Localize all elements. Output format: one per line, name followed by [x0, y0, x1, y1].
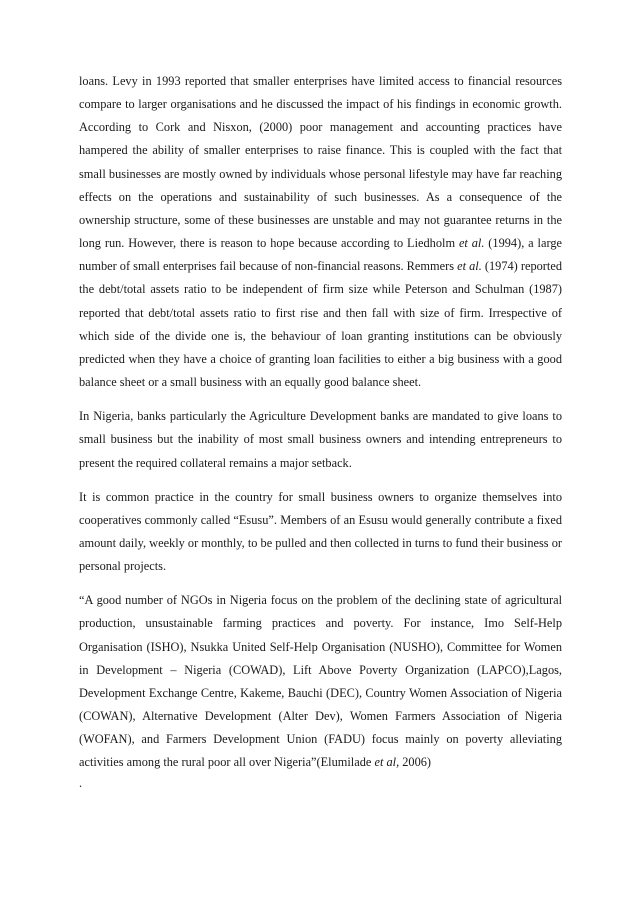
paragraph-esusu	[79, 486, 562, 579]
paragraph-ngos-quote	[79, 589, 562, 774]
text-run: “A good number of NGOs in Nigeria focus on the problem of the declining state of agricultural production, unsustainable farming practices and poverty. For instance, Imo Self-Help Organisation (ISHO), Nsukka United Self-Help Organisation (NUSHO), Committee for Women in Development – Nigeria (COWAD), Lift Above Poverty Organization (LAPCO),Lagos, Development Exchange Centre, Kakeme, Bauchi (DEC), Country Women Association of Nigeria (COWAN), Alternative Development (Alter Dev), Women Farmers Association of Nigeria (WOFAN), and Farmers Development Union (FADU) focus mainly on poverty alleviating activities among the rural poor all over Nigeria”(Elumilade	[79, 593, 562, 770]
text-run: (1994), a large number of small enterprises fail because of non-financial reasons. Remmers	[79, 236, 562, 274]
text-run: 2006)	[399, 755, 432, 770]
trailing-period: .	[79, 775, 83, 790]
citation-italic: et al.	[458, 236, 485, 251]
text-run: loans. Levy in 1993 reported that smaller enterprises have limited access to financial resources compare to larger organisations and he discussed the impact of his findings in economic growth. According to Cork and Nisxon, (2000) poor management and accounting practices have hampered the ability of smaller enterprises to raise finance. This is coupled with the fact that small businesses are mostly owned by individuals whose personal lifestyle may have far reaching effects on the operations and sustainability of such businesses. As a consequence of the ownership structure, some of these businesses are unstable and may not guarantee returns in the long run. However, there is reason to hope because according to Liedholm	[79, 74, 562, 251]
text-run: In Nigeria, banks particularly the Agriculture Development banks are mandated to give loans to small business but the inability of most small business owners and intending entrepreneurs to present the required collateral remains a major setback.	[79, 409, 562, 470]
text-run: (1974) reported the debt/total assets ratio to be independent of firm size while Peterson and Schulman (1987) reported that debt/total assets ratio to first rise and then fall with size of firm. Irrespective of which side of the divide one is, the behaviour of loan granting institutions can be obviously predicted when they have a choice of granting loan facilities to either a big business with a good balance sheet or a small business with an equally good balance sheet.	[79, 259, 562, 390]
paragraph-loans	[79, 70, 562, 394]
citation-italic: et al.	[457, 259, 482, 274]
body-text	[79, 70, 562, 791]
paragraph-nigeria-banks	[79, 405, 562, 474]
text-run: It is common practice in the country for small business owners to organize themselves into cooperatives commonly called “Esusu”. Members of an Esusu would generally contribute a fixed amount daily, weekly or monthly, to be pulled and then collected in turns to fund their business or personal projects.	[79, 489, 562, 574]
citation-italic: et al,	[374, 755, 400, 770]
